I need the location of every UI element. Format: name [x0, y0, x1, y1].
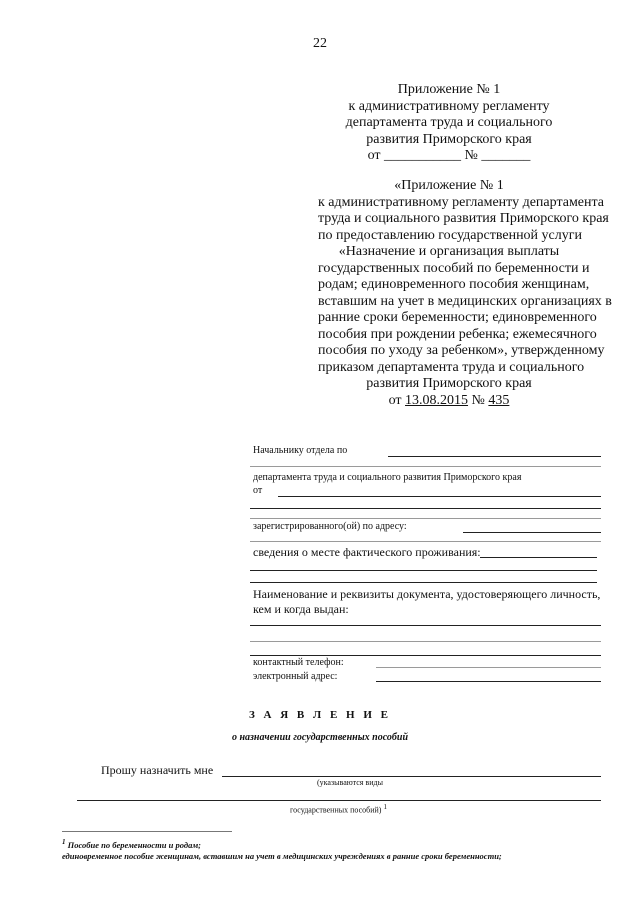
benefits-hint-1: (указываются виды	[317, 778, 383, 787]
appendix-quote-line: ранние сроки беременности; единовременного	[318, 310, 597, 325]
divider-line	[250, 518, 601, 519]
phone-input-line[interactable]	[376, 667, 601, 668]
residence-input-line-3[interactable]	[250, 582, 597, 583]
page-number: 22	[313, 36, 327, 51]
benefits-input-line[interactable]	[222, 776, 601, 777]
residence-input-line-2[interactable]	[250, 570, 597, 571]
number-prefix: №	[468, 392, 489, 408]
appendix-header-line: департамента труда и социального	[345, 115, 553, 130]
appendix-date: 13.08.2015	[405, 392, 469, 408]
name-input-line[interactable]	[250, 508, 601, 509]
department-text: департамента труда и социального развития Приморского края	[253, 472, 522, 483]
appendix-header	[318, 82, 580, 165]
email-input-line[interactable]	[376, 681, 601, 682]
divider-line	[250, 541, 601, 542]
id-document-label-2: кем и когда выдан:	[253, 602, 349, 616]
residence-label: сведения о месте фактического проживания:	[253, 545, 481, 559]
appendix-quote-line: развития Приморского края	[366, 376, 532, 391]
benefits-input-line-2[interactable]	[77, 800, 601, 801]
benefits-hint-2: государственных пособий) $^1$	[290, 803, 387, 815]
appendix-quote-line: вставшим на учет в медицинских организациях в	[318, 293, 612, 309]
request-label: Прошу назначить мне	[101, 763, 214, 777]
from-label: от	[253, 485, 263, 496]
appendix-quote-line: «Приложение № 1	[394, 178, 504, 193]
head-input-line[interactable]	[388, 456, 601, 457]
appendix-number: 435	[488, 392, 510, 408]
appendix-quote-line: «Назначение и организация выплаты	[338, 244, 560, 259]
appendix-quote-line: труда и социального развития Приморского края	[318, 211, 609, 226]
divider-line	[250, 466, 601, 467]
footnote-mark: 1	[62, 838, 66, 846]
footnote-line-1: $^1$ Пособие по беременности и родам;	[62, 838, 201, 850]
footnote-line-2: единовременное пособие женщинам, вставшим на учет в медицинских учреждениях в ранние сроки беременности;	[62, 851, 502, 861]
id-document-label: Наименование и реквизиты документа, удостоверяющего личность,	[253, 587, 601, 601]
appendix-quote-line: государственных пособий по беременности и	[318, 260, 590, 276]
residence-input-line[interactable]	[480, 557, 597, 558]
from-input-line[interactable]	[278, 496, 601, 497]
registered-input-line[interactable]	[463, 532, 601, 533]
footnote-reference: 1	[383, 803, 387, 811]
appendix-header-line: развития Приморского края	[366, 131, 532, 147]
appendix-quote-line: пособия при рождении ребенка; ежемесячного	[318, 326, 597, 342]
phone-label: контактный телефон:	[253, 657, 344, 668]
footnote-separator	[62, 831, 232, 832]
divider-line	[250, 641, 601, 642]
application-title: З А Я В Л Е Н И Е	[248, 709, 391, 721]
appendix-header-line: от ___________ № _______	[367, 148, 531, 163]
appendix-header-line: Приложение № 1	[397, 82, 501, 97]
email-label: электронный адрес:	[253, 671, 338, 682]
registered-label: зарегистрированного(ой) по адресу:	[253, 521, 407, 532]
id-document-input-line-2[interactable]	[250, 655, 601, 656]
date-prefix: от	[388, 392, 406, 408]
appendix-quote-line: к административному регламенту департамента	[318, 194, 605, 210]
appendix-quote-line: родам; единовременного пособия женщинам,	[318, 277, 590, 292]
head-label: Начальнику отдела по	[253, 445, 348, 456]
appendix-quote-line: приказом департамента труда и социального	[318, 359, 585, 375]
appendix-quote-line: пособия по уходу за ребенком», утвержденному	[318, 343, 605, 358]
application-subtitle: о назначении государственных пособий	[231, 732, 409, 743]
appendix-date-line	[318, 393, 580, 410]
appendix-quote-line: по предоставлению государственной услуги	[318, 227, 582, 243]
appendix-header-line: к административному регламенту	[348, 98, 550, 114]
appendix-quote	[318, 178, 612, 409]
id-document-input-line[interactable]	[250, 625, 601, 626]
